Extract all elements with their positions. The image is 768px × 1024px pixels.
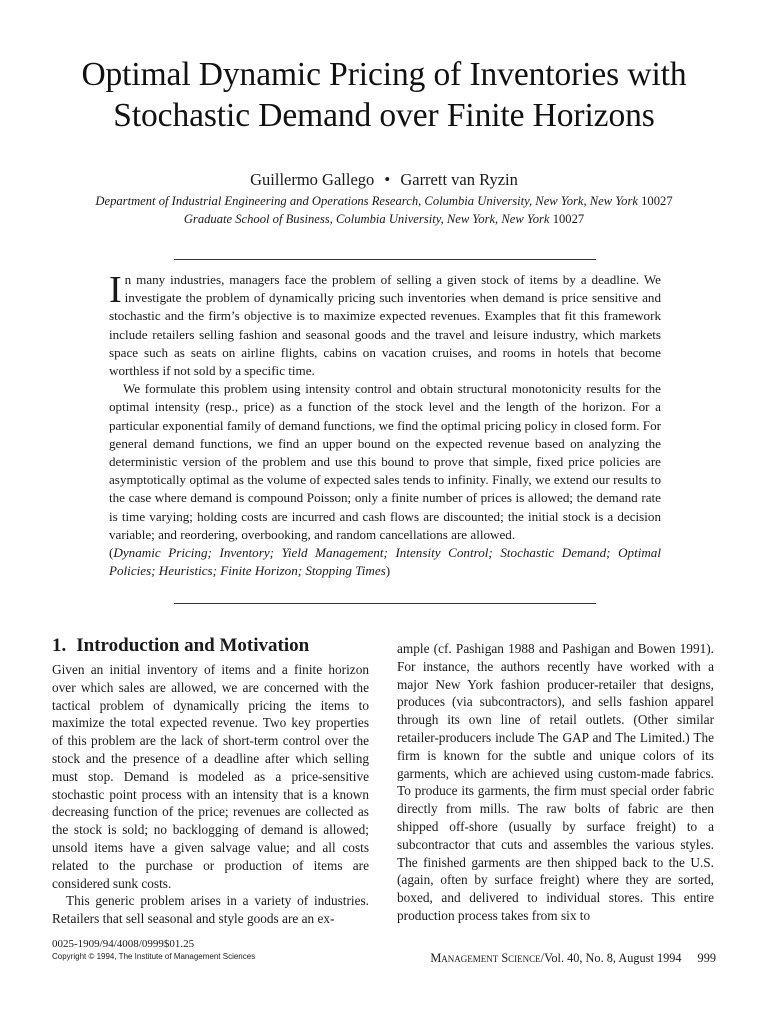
section-number: 1. bbox=[52, 635, 67, 656]
affiliation-text: Department of Industrial Engineering and Operations Research, Columbia University, New York, New York bbox=[95, 194, 638, 208]
author-name: Garrett van Ryzin bbox=[400, 170, 518, 189]
affiliation-text: Graduate School of Business, Columbia University, New York, New York bbox=[183, 212, 550, 226]
affiliation-zip: 10027 bbox=[552, 212, 585, 226]
right-column bbox=[397, 640, 714, 925]
journal-volume: /Vol. 40, No. 8, August 1994 bbox=[540, 951, 682, 965]
body-paragraph: ample (cf. Pashigan 1988 and Pashigan and Bowen 1991). For instance, the authors recently have worked with a major New York fashion producer-retailer that designs, produces (via subcontractors), and sells fashion apparel through its own line of retail outlets. (Other similar retailer-producers include The GAP and The Limited.) The firm is known for the subtle and unique colors of its garments, which are achieved using custom-made fabrics. To produce its garments, the firm must special order fabric directly from mills. The raw bolts of fabric are then shipped off-shore (usually by surface freight) to a subcontractor that cuts and assembles the various styles. The finished garments are then shipped back to the U.S. (again, often by surface freight) where they are sorted, boxed, and delivered to individual stores. This entire production process takes from six to bbox=[397, 641, 714, 923]
article-code: 0025-1909/94/4008/0999$01.25 bbox=[52, 938, 195, 950]
author-list bbox=[0, 170, 768, 190]
body-paragraph: Given an initial inventory of items and a finite horizon over which sales are allowed, we are concerned with the tactical problem of dynamically pricing the items to maximize the total expected revenue. Two key properties of this problem are the lack of short-term control over the stock and the presence of a deadline after which selling must stop. Demand is modeled as a price-sensitive stochastic point process with an intensity that is a known decreasing function of the price; revenues are collected as the stock is sold; no backlogging of demand is allowed; unsold items have a given salvage value; and all costs related to the purchase or production of items are considered sunk costs. bbox=[52, 662, 369, 891]
copyright-notice: Copyright © 1994, The Institute of Management Sciences bbox=[52, 952, 256, 961]
page-number: 999 bbox=[697, 951, 716, 965]
keywords-open-paren: ( bbox=[109, 545, 114, 561]
keywords bbox=[109, 544, 661, 580]
body-paragraph: This generic problem arises in a variety of industries. Retailers that sell seasonal and style goods are an ex- bbox=[52, 893, 369, 927]
affiliation-line-2 bbox=[0, 210, 768, 228]
affiliation-zip: 10027 bbox=[641, 194, 673, 208]
paper-title bbox=[20, 54, 748, 136]
abstract-bottom-rule bbox=[174, 603, 596, 604]
abstract bbox=[109, 271, 661, 580]
abstract-paragraph-1 bbox=[109, 271, 661, 380]
left-column bbox=[52, 634, 369, 928]
keywords-text: Dynamic Pricing; Inventory; Yield Management; Intensity Control; Stochastic Demand; Optimal Policies; Heuristics; Finite Horizon; Stopping Times bbox=[109, 545, 661, 579]
abstract-text: n many industries, managers face the problem of selling a given stock of items by a deadline. We investigate the problem of dynamically pricing such inventories when demand is price sensitive and stochastic and the firm’s objective is to maximize expected revenues. Examples that fit this framework include retailers selling fashion and seasonal goods and the travel and leisure industry, which markets space such as seats on airline flights, cabins on vacation cruises, and rooms in hotels that become worthless if not sold by a specific time. bbox=[109, 272, 661, 379]
keywords-close-paren: ) bbox=[385, 563, 391, 579]
author-separator: • bbox=[384, 170, 391, 189]
title-line-2: Stochastic Demand over Finite Horizons bbox=[113, 97, 655, 134]
section-heading bbox=[52, 634, 369, 658]
author-name: Guillermo Gallego bbox=[250, 170, 375, 189]
footer-right bbox=[430, 951, 716, 966]
abstract-paragraph-2: We formulate this problem using intensity control and obtain structural monotonicity results for the optimal intensity (resp., price) as a function of the stock level and the length of the horizon. For a particular exponential family of demand functions, we find the optimal pricing policy in closed form. For general demand functions, we find an upper bound on the expected revenue based on analyzing the deterministic version of the problem and use this bound to prove that simple, fixed price policies are asymptotically optimal as the volume of expected sales tends to infinity. Finally, we extend our results to the case where demand is compound Poisson; only a finite number of prices is allowed; the demand rate is time varying; holding costs are incurred and cash flows are discounted; the initial stock is a decision variable; and reordering, overbooking, and random cancellations are allowed. bbox=[109, 381, 661, 542]
footer-left bbox=[52, 938, 255, 962]
drop-cap: I bbox=[109, 269, 122, 311]
abstract-top-rule bbox=[174, 259, 596, 260]
journal-name: Management Science bbox=[430, 951, 541, 965]
affiliation-line-1 bbox=[0, 192, 768, 210]
title-line-1: Optimal Dynamic Pricing of Inventories with bbox=[81, 56, 687, 93]
section-title: Introduction and Motivation bbox=[76, 635, 310, 656]
